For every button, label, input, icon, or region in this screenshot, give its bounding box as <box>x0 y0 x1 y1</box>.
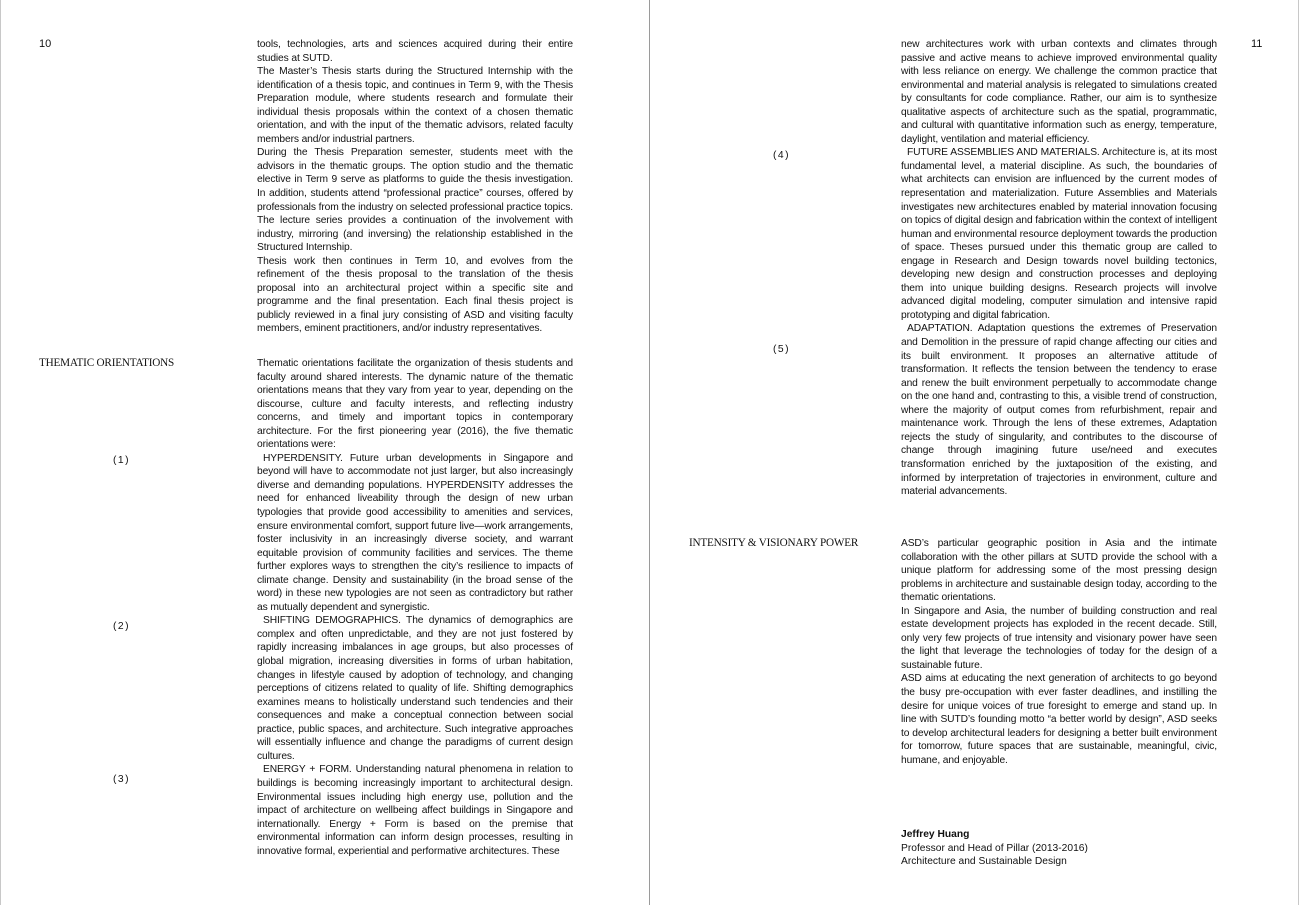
section-intro: Thematic orientations facilitate the organization of thesis students and faculty around shared interests. The dynamic nature of the thematic orientations means that they vary from year to year, depending on the discourse, culture and faculty interests, and reflecting industry concerns, and timely and important topics in contemporary architecture. For the first pioneering year (2016), the five thematic orientations were: <box>257 358 573 451</box>
thematic-item-5-text: ADAPTATION. Adaptation questions the extremes of Preservation and Demolition in the pressure of rapid change affecting our cities and its built environment. It proposes an alternative attitude of transformation. It reflects the tension between the tendency to erase and renew the built environment perpetually to accommodate change on the one hand and, contrasting to this, a visible trend of construction, where the majority of output comes from refurbishment, repair and maintenance work. Through the lens of these extremes, Adaptation rejects the study of singularity, and contributes to the discourse of change through imagining future use/need and executes transformation enriched by the juxtaposition of the existing, and informed by interpretation of trajectories in environment, culture and material advancements. <box>901 323 1217 498</box>
intro-paragraph: The Master’s Thesis starts during the Structured Internship with the identification of a thesis topic, and continues in Term 9, with the Thesis Preparation module, where students research and formulate their individual thesis proposals within the context of a chosen thematic orientation, and with the input of the thematic advisors, related faculty members and/or industrial partners. <box>257 66 573 145</box>
right-page <box>650 0 1299 905</box>
page-number-right: 11 <box>1251 38 1263 50</box>
thematic-item-2-text: SHIFTING DEMOGRAPHICS. The dynamics of demographics are complex and often unpredictable, and they are not just fostered by rapidly increasing imbalances in age groups, but also processes of global migration, increasing diversities in forms of urban habitation, changes in lifestyle caused by adoption of technology, and changing perceptions of citizens related to quality of life. Shifting demographics examines means to holistically understand such tendencies and their consequences and make a conceptual connection between social practice, public spaces, and architecture. Such integrative approaches will essentially influence and change the paradigms of current design cultures. <box>257 615 573 762</box>
intro-paragraph: tools, technologies, arts and sciences acquired during their entire studies at SUTD. <box>257 39 573 64</box>
signature-department: Architecture and Sustainable Design <box>901 856 1067 868</box>
thematic-item-3-text: ENERGY + FORM. Understanding natural phenomena in relation to buildings is becoming increasingly important to architectural design. Environmental issues including high energy use, pollution and the impact of architecture on wellbeing affect buildings in Singapore and internationally. Energy + Form is based on the premise that environmental information can inform design processes, resulting in innovative formal, experiential and performative architectures. These <box>257 764 573 857</box>
intro-text-column <box>257 38 573 336</box>
section-heading-intensity-visionary-power: INTENSITY & VISIONARY POWER <box>689 537 859 549</box>
thematic-text-column <box>257 357 573 858</box>
intensity-text-column <box>901 537 1217 767</box>
intro-paragraph: Thesis work then continues in Term 10, and evolves from the refinement of the thesis proposal to the translation of the thesis proposal into an architectural project within a specific site and programme and the final presentation. Each final thesis project is publicly reviewed in a final jury consisting of ASD and visiting faculty members, eminent practitioners, and/or industry representatives. <box>257 255 573 335</box>
thematic-item-3-number: (3) <box>113 774 131 785</box>
continuation-paragraph: new architectures work with urban contexts and climates through passive and active means to achieve improved environmental quality with less reliance on energy. We challenge the common practice that environmental and material analysis is relegated to simulations created by consultants for code compliance. Rather, our aim is to synthesize qualitative aspects of architecture such as the spatial, programmatic, and cultural with quantitative information such as energy, temperature, daylight, ventilation and material efficiency. <box>901 39 1217 145</box>
thematic-item-5-number: (5) <box>773 344 791 355</box>
thematic-item-4-text: FUTURE ASSEMBLIES AND MATERIALS. Architecture is, at its most fundamental level, a material discipline. As such, the boundaries of what architects can envision are influenced by the current modes of representation and materialization. Future Assemblies and Materials investigates new architectures enabled by material innovation focusing on topics of digital design and fabrication within the context of intelligent human and environmental resource deployment towards the production of space. Theses pursued under this thematic group are called to engage in Research and Design towards novel building tectonics, developing new design and construction processes and deploying them into unique building designs. Research projects will involve advanced digital modeling, computer simulation and intensive rapid prototyping and digital fabrication. <box>901 147 1217 321</box>
thematic-item-2-number: (2) <box>113 621 131 632</box>
left-page <box>0 0 649 905</box>
page-number-left: 10 <box>39 38 52 50</box>
intensity-paragraph: ASD aims at educating the next generation of architects to go beyond the busy pre-occupation with ever faster deadlines, and instilling the desire for unique voices of true foresight to emerge and stand up. In line with SUTD’s founding motto “a better world by design”, ASD seeks to develop architectural leaders for designing a better built environment for tomorrow, future spaces that are sustainable, meaningful, civic, humane, and enjoyable. <box>901 673 1217 766</box>
section-heading-thematic-orientations: THEMATIC ORIENTATIONS <box>39 357 175 369</box>
signature-name: Jeffrey Huang <box>901 829 970 840</box>
thematic-item-1-number: (1) <box>113 455 131 466</box>
thematic-item-1-text: HYPERDENSITY. Future urban developments in Singapore and beyond will have to accommodate not just larger, but also increasingly diverse and demanding populations. HYPERDENSITY addresses the need for enhanced liveability through the design of new urban typologies that provide good accessibility to amenities and services, ensure environmental comfort, support future live—work arrangements, foster inclusivity in an increasingly diverse society, and warrant equitable provision of community facilities and services. The theme further explores ways to strengthen the city’s resilience to impacts of climate change. Density and sustainability (in the broad sense of the word) in these new typologies are not seen as contradictory but rather as mutually dependent and synergistic. <box>257 452 573 613</box>
intensity-paragraph: In Singapore and Asia, the number of building construction and real estate development projects has exploded in the recent decade. Still, only very few projects of true intensity and visionary power have seen the light that leverage the technologies of today for the design of a sustainable future. <box>901 605 1217 671</box>
signature-title: Professor and Head of Pillar (2013-2016) <box>901 842 1088 854</box>
signature-block <box>901 828 1088 869</box>
thematic-item-4-number: (4) <box>773 150 791 161</box>
intensity-paragraph: ASD’s particular geographic position in Asia and the intimate collaboration with the other pillars at SUTD provide the school with a unique platform for addressing some of the most pressing design problems in architecture and sustainable design today, according to the thematic orientations. <box>901 538 1217 604</box>
thematic-continued-column <box>901 38 1217 499</box>
intro-paragraph: During the Thesis Preparation semester, students meet with the advisors in the thematic groups. The option studio and the thematic elective in Term 9 serve as platforms to guide the thesis investigation. In addition, students attend “professional practice” courses, offered by professionals from the industry on selected professional practice topics. The lecture series provides a continuation of the involvement with industry, mirroring (and inversing) the relationship established in the Structured Internship. <box>257 147 573 254</box>
